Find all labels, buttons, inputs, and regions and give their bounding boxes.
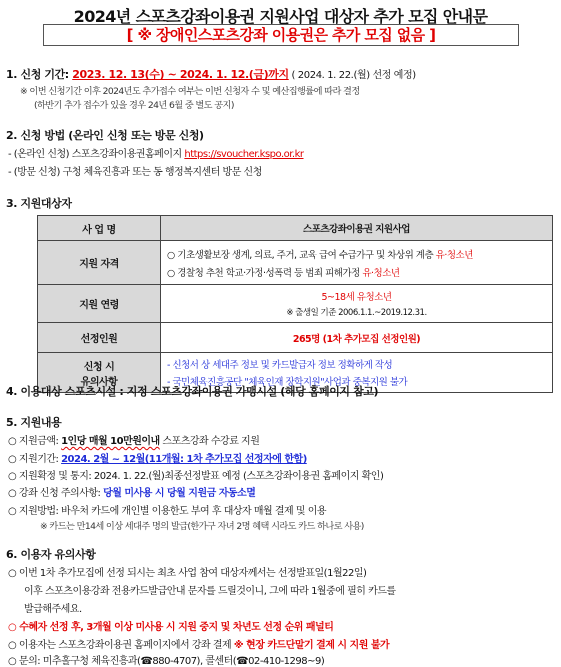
- qualification-label: 지원 자격: [38, 241, 161, 285]
- page-title: 2024년 스포츠강좌이용권 지원사업 대상자 추가 모집 안내문: [73, 7, 488, 26]
- support-period-line: ○ 지원기간: 2024. 2월 ~ 12월(11개월: 1차 추가모집 선정자에 한함): [8, 454, 307, 465]
- user-note-3: ○ 이용자는 스포츠강좌이용권 홈페이지에서 강좌 결제 ※ 현장 카드단말기 결제 시 지원 불가: [8, 640, 390, 651]
- notify-line: ○ 지원확정 및 통지: 2024. 1. 22.(월)최종선정발표 예정 (스포츠강좌이용권 홈페이지 확인): [8, 471, 384, 482]
- visit-apply-line: - (방문 신청) 구청 체육진흥과 또는 동 행정복지센터 방문 신청: [8, 167, 262, 178]
- age-label: 지원 연령: [38, 285, 161, 323]
- caution-label: 신청 시 유의사항: [38, 353, 161, 393]
- section-5-heading: 5. 지원내용: [6, 416, 62, 429]
- apply-period: 2023. 12. 13(수) ~ 2024. 1. 12.(금)까지: [72, 68, 289, 81]
- quota-value: 265명 (1차 추가모집 선정인원): [161, 323, 553, 353]
- online-apply-line: - (온라인 신청) 스포츠강좌이용권홈페이지 https://svoucher.kspo.or.kr: [8, 149, 304, 160]
- section-1-heading: 1. 신청 기간: 2023. 12. 13(수) ~ 2024. 1. 12.(금)까지 ( 2024. 1. 22.(월) 선정 예정): [6, 68, 416, 81]
- section-1-note-1: ※ 이번 신청기간 이후 2024년도 추가접수 여부는 이번 신청자 수 및 예산집행률에 따라 결정: [20, 86, 360, 97]
- support-amount-line: ○ 지원금액: 1인당 매월 10만원이내 스포츠강좌 수강료 지원: [8, 436, 260, 447]
- table-row: [38, 216, 553, 241]
- quota-label: 선정인원: [38, 323, 161, 353]
- qualification-cell: ○ 기초생활보장 생계, 의료, 주거, 교육 급여 수급가구 및 차상위 계층 유·청소년 ○ 경찰청 추천 학교·가정·성폭력 등 범죄 피해가정 유·청소년: [161, 241, 553, 285]
- svoucher-link[interactable]: https://svoucher.kspo.or.kr: [184, 149, 304, 160]
- section-2-heading: 2. 신청 방법 (온라인 신청 또는 방문 신청): [6, 129, 204, 142]
- table-row: [38, 285, 553, 323]
- eligibility-table: [37, 215, 553, 393]
- age-cell: 5~18세 유청소년 ※ 출생일 기준 2006.1.1.~2019.12.31.: [161, 285, 553, 323]
- table-row: [38, 241, 553, 285]
- section-3-heading: 3. 지원대상자: [6, 197, 72, 210]
- caution-line: ○ 강좌 신청 주의사항: 당월 미사용 시 당월 지원금 자동소멸: [8, 488, 256, 499]
- caution-cell: - 신청서 상 세대주 정보 및 카드발급자 정보 정확하게 작성 - 국민체육진흥공단 "체육인재 장학지원"사업과 중복지원 불가: [161, 353, 553, 393]
- section-4-heading: 4. 이용대상 스포츠시설 : 지정 스포츠강좌이용권 가맹시설 (해당 홈페이지 참고): [6, 385, 379, 398]
- user-note-1a: ○ 이번 1차 추가모집에 선정 되시는 최초 사업 참여 대상자께서는 선정발표일(1월22일): [8, 568, 367, 579]
- contact-line: ○ 문의: 미추홀구청 체육진흥과(☎880-4707), 콜센터(☎02-410-1298~9): [8, 656, 325, 667]
- method-note: ※ 카드는 만14세 이상 세대주 명의 발급(한가구 자녀 2명 혜택 시라도 카드 하나로 사용): [40, 521, 364, 532]
- user-note-1b: 이후 스포츠이용강좌 전용카드발급안내 문자를 드릴것이니, 그에 따라 1월중에 필히 카드를: [24, 586, 396, 597]
- section-6-heading: 6. 이용자 유의사항: [6, 548, 96, 561]
- table-header-cell: 스포츠강좌이용권 지원사업: [161, 216, 553, 241]
- section-1-note-2: (하반기 추가 접수가 있을 경우 24년 6월 중 별도 공지): [34, 100, 234, 111]
- user-note-1c: 발급해주세요.: [24, 604, 82, 615]
- user-note-2: ○ 수혜자 선정 후, 3개월 이상 미사용 시 지원 중지 및 차년도 선정 순위 패널티: [8, 622, 334, 633]
- table-header-cell: 사 업 명: [38, 216, 161, 241]
- method-line: ○ 지원방법: 바우처 카드에 개인별 이용한도 부여 후 대상자 매월 결제 및 이용: [8, 506, 327, 517]
- table-row: [38, 323, 553, 353]
- notice-banner: [ ※ 장애인스포츠강좌 이용권은 추가 모집 없음 ]: [43, 24, 519, 46]
